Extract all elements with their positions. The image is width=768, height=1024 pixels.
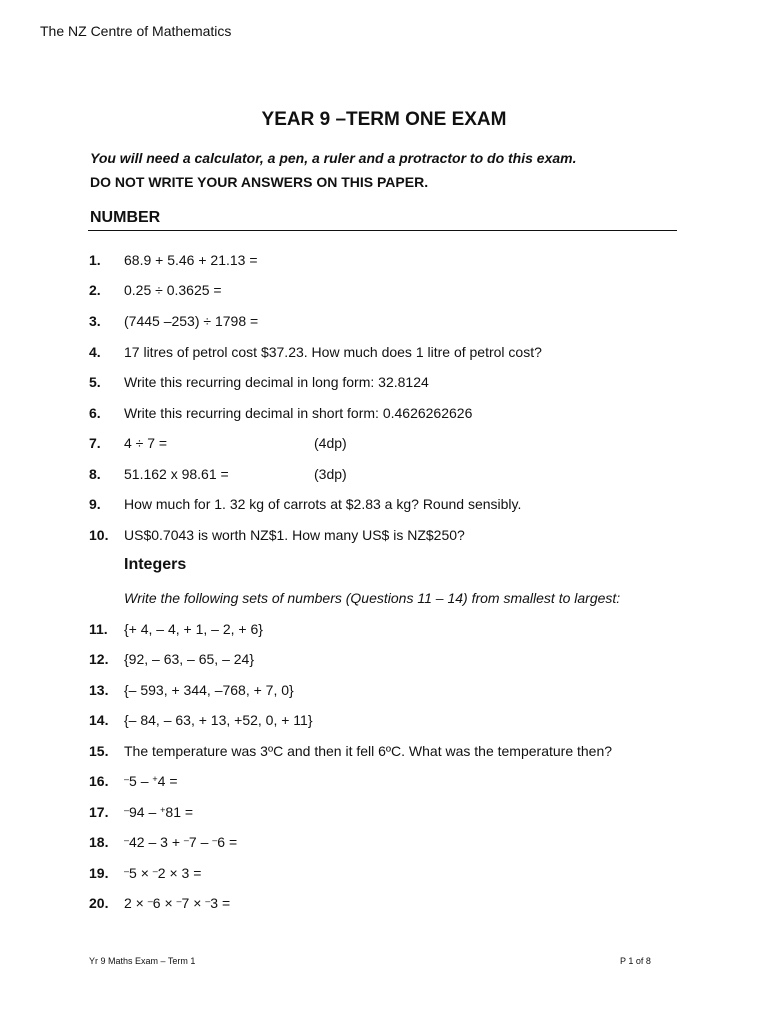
expression-term: 5 × — [129, 865, 153, 881]
question-number: 11. — [89, 621, 108, 637]
question-text: 0.25 ÷ 0.3625 = — [124, 282, 222, 298]
sign-superscript: – — [124, 835, 130, 845]
page-title: YEAR 9 –TERM ONE EXAM — [261, 109, 507, 130]
question-number: 12. — [89, 651, 109, 667]
expression-term: 6 × — [152, 895, 177, 911]
question-number: 10. — [89, 527, 109, 543]
sign-superscript: – — [124, 774, 130, 784]
question-text: How much for 1. 32 kg of carrots at $2.83 a kg? Round sensibly. — [124, 496, 522, 512]
question-text: Write this recurring decimal in short form: 0.4626262626 — [124, 405, 473, 421]
question-text: {92, – 63, – 65, – 24} — [124, 651, 255, 667]
question-number: 17. — [89, 804, 109, 820]
question-number: 15. — [89, 743, 109, 759]
expression-term: 94 – — [129, 804, 161, 820]
sign-superscript: + — [152, 774, 158, 784]
question-text: Write this recurring decimal in long form: 32.8124 — [124, 374, 429, 390]
question-text: The temperature was 3ºC and then it fell 6ºC. What was the temperature then? — [124, 743, 613, 759]
sign-superscript: + — [160, 805, 166, 815]
expression-term: 7 – — [188, 834, 213, 850]
question-number: 16. — [89, 773, 109, 789]
question-text: 17 litres of petrol cost $37.23. How much does 1 litre of petrol cost? — [124, 344, 542, 360]
question-number: 8. — [89, 466, 101, 482]
question-number: 4. — [89, 344, 101, 360]
question-number: 20. — [89, 895, 109, 911]
question-expression — [124, 834, 237, 850]
question-text: {– 84, – 63, + 13, +52, 0, + 11} — [124, 712, 313, 728]
question-text: (7445 –253) ÷ 1798 = — [124, 313, 259, 329]
expression-term: 2 × 3 = — [157, 865, 202, 881]
question-expression — [124, 865, 201, 881]
expression-term: 3 = — [210, 895, 231, 911]
sign-superscript: – — [205, 896, 211, 906]
question-number: 2. — [89, 282, 101, 298]
sign-superscript: – — [147, 896, 153, 906]
instruction-equipment: You will need a calculator, a pen, a ruler and a protractor to do this exam. — [90, 150, 577, 166]
question-number: 1. — [89, 252, 101, 268]
question-number: 7. — [89, 435, 101, 451]
instruction-no-write: DO NOT WRITE YOUR ANSWERS ON THIS PAPER. — [90, 174, 429, 190]
question-expression — [124, 773, 178, 789]
sign-superscript: – — [124, 866, 130, 876]
rounding-note: (3dp) — [314, 466, 347, 482]
header-org: The NZ Centre of Mathematics — [40, 23, 232, 39]
question-number: 3. — [89, 313, 101, 329]
question-text: 51.162 x 98.61 = — [124, 466, 229, 482]
subsection-heading-integers: Integers — [124, 556, 187, 573]
section-heading-number: NUMBER — [90, 209, 161, 226]
sign-superscript: – — [176, 896, 182, 906]
question-text: {– 593, + 344, –768, + 7, 0} — [124, 682, 294, 698]
question-text: 68.9 + 5.46 + 21.13 = — [124, 252, 258, 268]
expression-term: 81 = — [165, 804, 194, 820]
sign-superscript: – — [124, 805, 130, 815]
sign-superscript: – — [183, 835, 189, 845]
question-number: 14. — [89, 712, 109, 728]
footer-exam-label: Yr 9 Maths Exam – Term 1 — [89, 956, 196, 966]
expression-term: 4 = — [157, 773, 178, 789]
rounding-note: (4dp) — [314, 435, 347, 451]
sign-superscript: – — [152, 866, 158, 876]
question-text: 4 ÷ 7 = — [124, 435, 168, 451]
integers-instruction: Write the following sets of numbers (Questions 11 – 14) from smallest to largest: — [124, 590, 621, 606]
expression-term: 5 – — [129, 773, 153, 789]
question-expression — [124, 804, 193, 820]
question-number: 6. — [89, 405, 101, 421]
section-divider — [88, 230, 677, 231]
expression-term: 42 – 3 + — [129, 834, 184, 850]
question-number: 5. — [89, 374, 101, 390]
question-text: US$0.7043 is worth NZ$1. How many US$ is NZ$250? — [124, 527, 465, 543]
expression-term: 7 × — [181, 895, 206, 911]
expression-term: 2 × — [124, 895, 148, 911]
question-number: 18. — [89, 834, 109, 850]
sign-superscript: – — [212, 835, 218, 845]
expression-term: 6 = — [217, 834, 238, 850]
question-expression — [124, 895, 230, 911]
question-number: 13. — [89, 682, 109, 698]
question-text: {+ 4, – 4, + 1, – 2, + 6} — [124, 621, 263, 637]
question-number: 9. — [89, 496, 101, 512]
footer-page-number: P 1 of 8 — [620, 956, 651, 966]
question-number: 19. — [89, 865, 109, 881]
